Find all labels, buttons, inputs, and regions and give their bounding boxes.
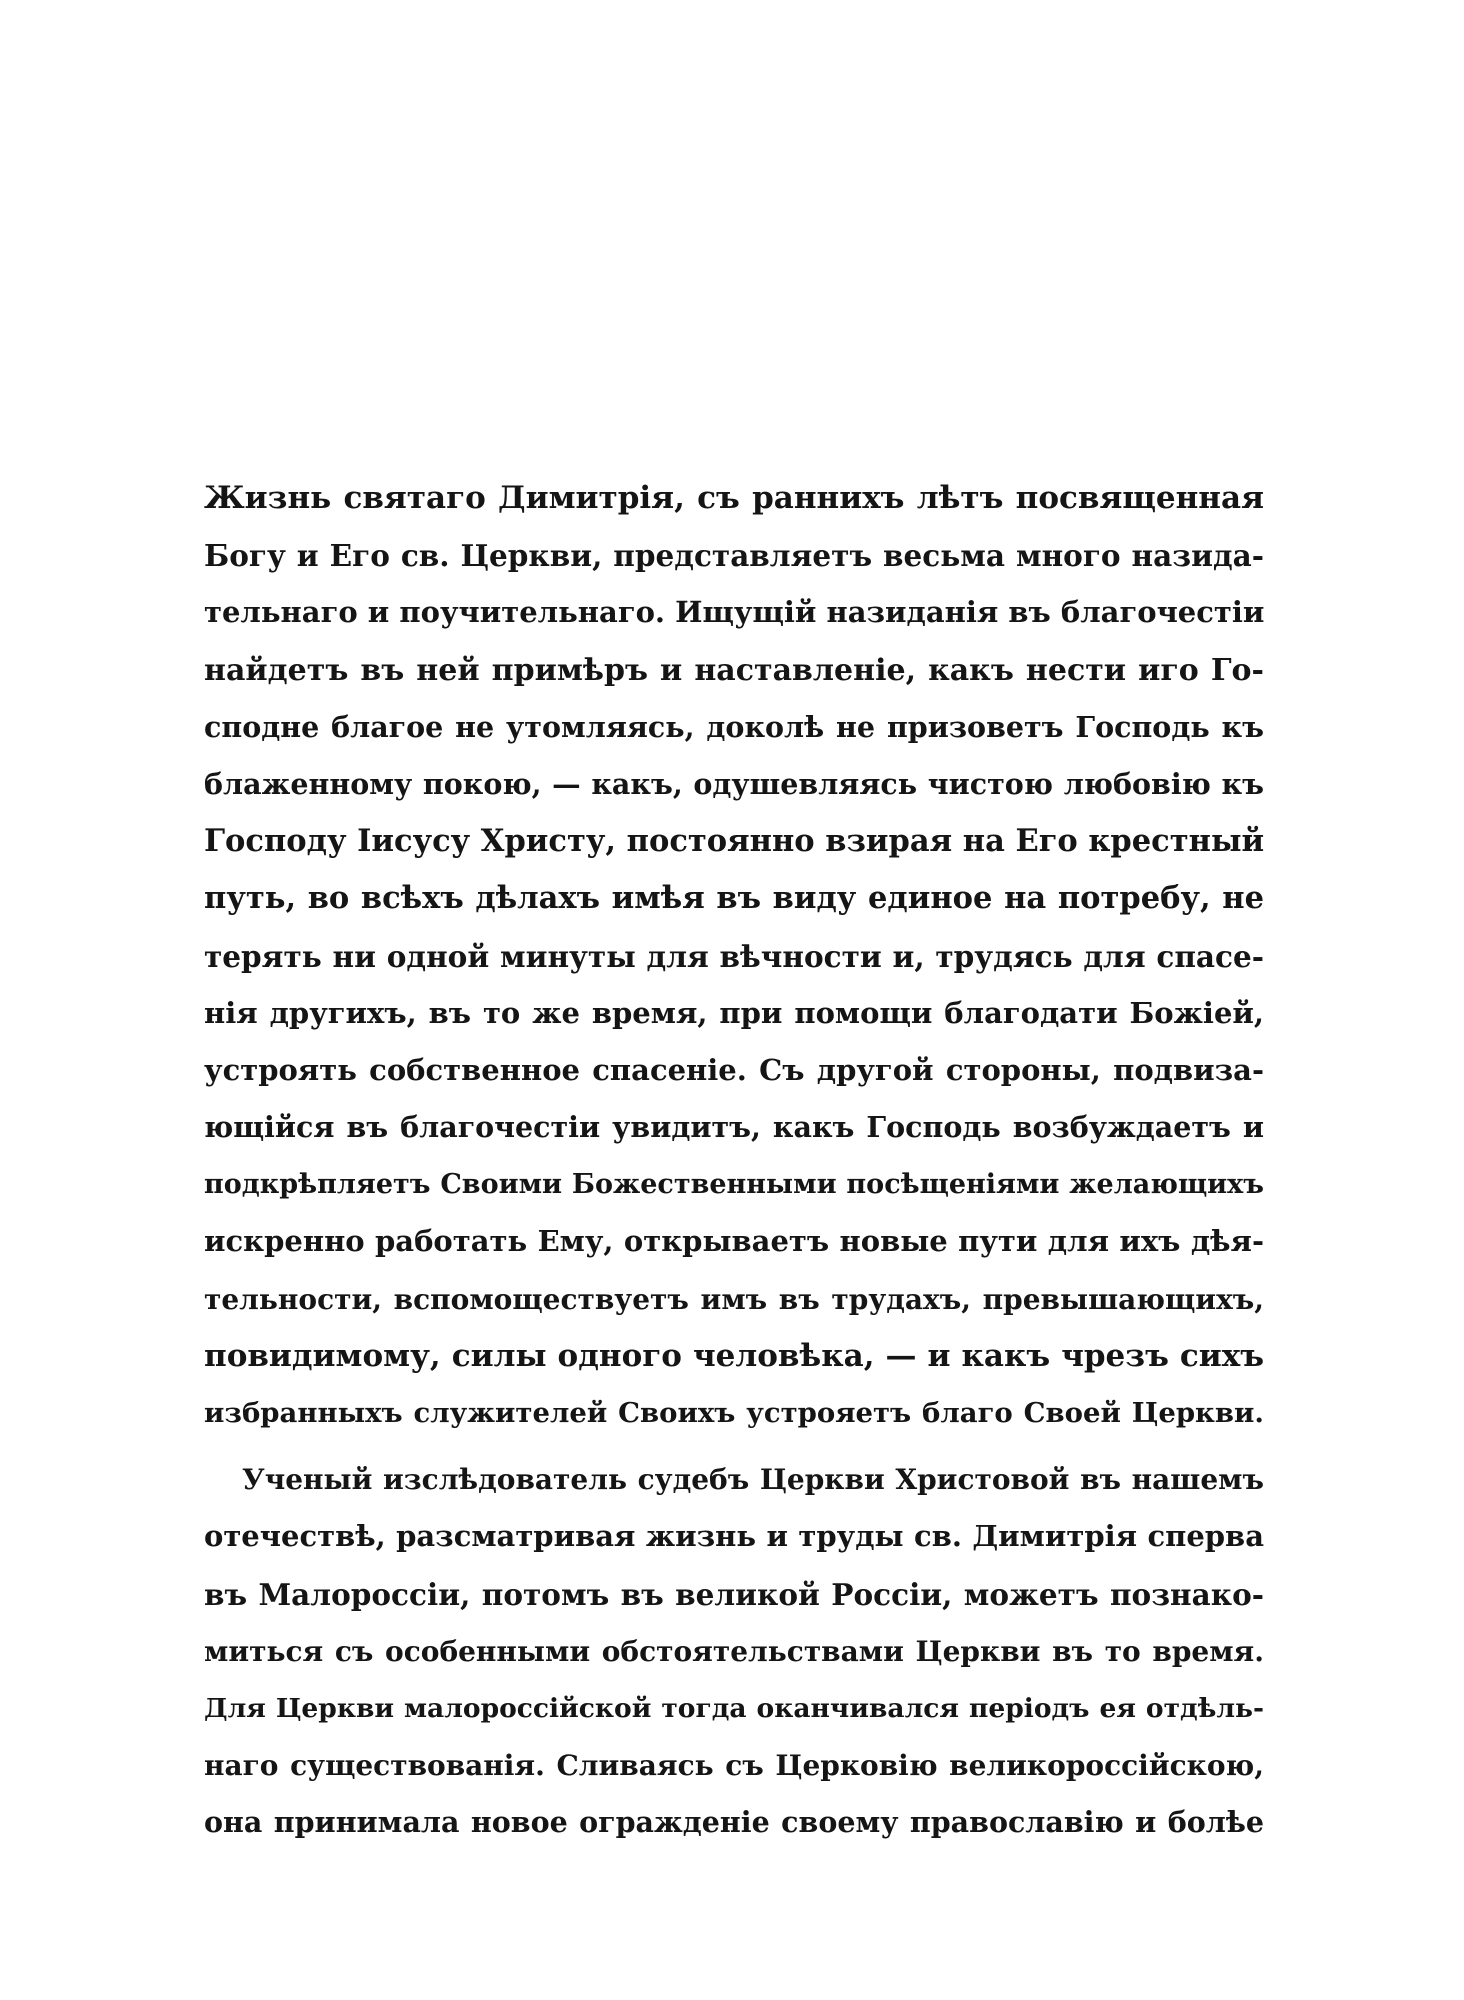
text-line: подкрѣпляетъ Своими Божественными посѣщеніями желающихъ — [204, 1169, 1264, 1201]
text-line: Жизнь святаго Димитрія, съ раннихъ лѣтъ посвященная — [204, 480, 1264, 516]
text-line: избранныхъ служителей Своихъ устрояетъ благо Своей Церкви. — [204, 1397, 1264, 1429]
text-line: сподне благое не утомляясь, доколѣ не призоветъ Господь къ — [204, 709, 1264, 744]
text-line: путь, во всѣхъ дѣлахъ имѣя въ виду единое на потребу, не — [204, 880, 1264, 917]
text-line: Для Церкви малороссійской тогда оканчивался періодъ ея отдѣль- — [204, 1692, 1264, 1724]
text-line: повидимому, силы одного человѣка, — и какъ чрезъ сихъ — [204, 1337, 1264, 1374]
text-line: найдетъ въ ней примѣръ и наставленіе, какъ нести иго Го- — [204, 652, 1264, 688]
text-line: Господу Іисусу Христу, постоянно взирая на Его крестный — [204, 823, 1265, 860]
text-line: тельности, вспомоществуетъ имъ въ трудахъ, превышающихъ, — [204, 1282, 1264, 1316]
text-line: устроять собственное спасеніе. Съ другой стороны, подвиза- — [204, 1052, 1264, 1087]
text-line: искренно работать Ему, открываетъ новые пути для ихъ дѣя- — [204, 1224, 1264, 1259]
text-line: ющійся въ благочестіи увидитъ, какъ Господь возбуждаетъ и — [204, 1110, 1264, 1145]
text-line: отечествѣ, разсматривая жизнь и труды св. Димитрія сперва — [204, 1519, 1264, 1554]
text-line: блаженному покою, — какъ, одушевляясь чистою любовію къ — [204, 766, 1264, 801]
text-line: тельнаго и поучительнаго. Ищущій назиданія въ благочестіи — [204, 595, 1265, 630]
text-line: нія другихъ, въ то же время, при помощи благодати Божіей, — [204, 995, 1264, 1030]
text-line: миться съ особенными обстоятельствами Церкви въ то время. — [204, 1634, 1264, 1668]
text-line: Ученый изслѣдователь судебъ Церкви Христовой въ нашемъ — [242, 1463, 1264, 1497]
text-line: наго существованія. Сливаясь съ Церковію великороссійскою, — [204, 1749, 1264, 1783]
text-line: Богу и Его св. Церкви, представляетъ весьма много назида- — [204, 538, 1264, 574]
text-line: она принимала новое огражденіе своему православію и болѣе — [204, 1805, 1264, 1840]
text-line: въ Малороссіи, потомъ въ великой Россіи, можетъ познако- — [204, 1576, 1264, 1612]
body-text — [204, 470, 1264, 1852]
text-line: терять ни одной минуты для вѣчности и, трудясь для спасе- — [204, 938, 1264, 974]
